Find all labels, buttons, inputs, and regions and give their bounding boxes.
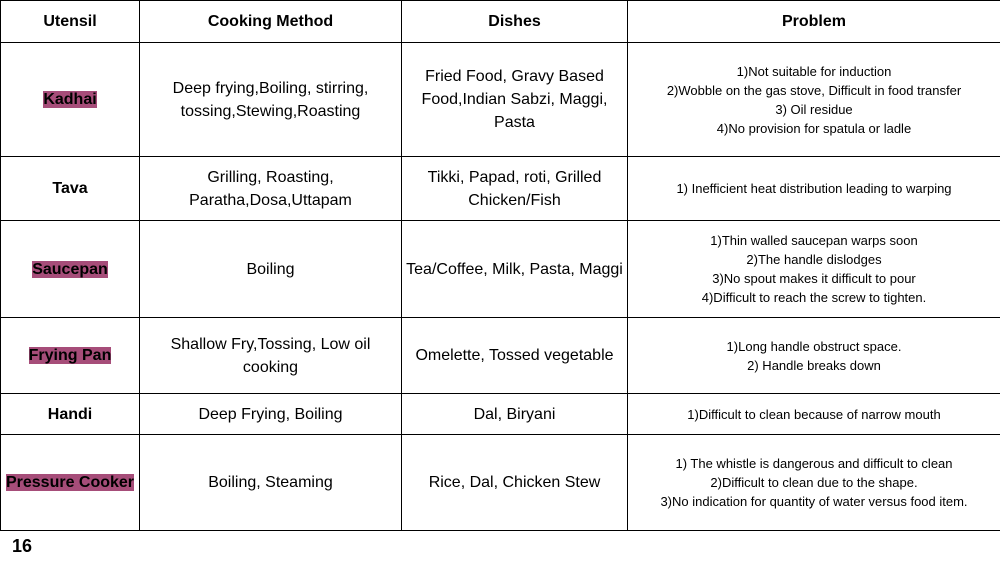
problem-item: 2)The handle dislodges [746, 252, 882, 267]
page-number: 16 [12, 536, 33, 556]
utensil-cell [1, 157, 140, 221]
problem-cell [628, 221, 1000, 318]
problem-item: 2) Handle breaks down [747, 357, 881, 373]
dishes-cell: Dal, Biryani [402, 394, 628, 435]
table-header-row [1, 1, 1000, 43]
problem-item: 3)No spout makes it difficult to pour [712, 271, 916, 286]
problem-item: 1)Difficult to clean because of narrow mouth [687, 406, 941, 422]
cooking-method-cell: Deep frying,Boiling, stirring, tossing,Stewing,Roasting [140, 43, 402, 157]
utensil-name: Kadhai [43, 91, 97, 108]
problem-cell [628, 43, 1000, 157]
utensil-name: Frying Pan [28, 347, 112, 364]
utensil-name: Pressure Cooker [5, 474, 135, 491]
problem-item: 3) Oil residue [775, 101, 853, 117]
problem-item: 1)Not suitable for induction [736, 63, 892, 79]
header-utensil: Utensil [1, 1, 140, 43]
table-row [1, 43, 1000, 157]
cooking-method-cell: Shallow Fry,Tossing, Low oil cooking [140, 318, 402, 394]
problem-item: 1) The whistle is dangerous and difficult to clean [675, 456, 953, 471]
header-problem: Problem [628, 1, 1000, 43]
problem-item: 2)Wobble on the gas stove, Difficult in food transfer [666, 82, 962, 98]
table-row [1, 435, 1000, 531]
problem-item: 1)Thin walled saucepan warps soon [710, 233, 918, 248]
table-row [1, 157, 1000, 221]
problem-item: 1)Long handle obstruct space. [726, 338, 902, 354]
problem-item: 2)Difficult to clean due to the shape. [710, 475, 918, 490]
cooking-method-cell: Boiling, Steaming [140, 435, 402, 531]
header-cooking-method: Cooking Method [140, 1, 402, 43]
problem-item: 4)Difficult to reach the screw to tighten. [701, 290, 927, 305]
cooking-method-cell: Deep Frying, Boiling [140, 394, 402, 435]
problem-item: 4)No provision for spatula or ladle [716, 120, 912, 136]
dishes-cell: Tikki, Papad, roti, Grilled Chicken/Fish [402, 157, 628, 221]
utensil-name: Saucepan [32, 260, 108, 278]
dishes-cell: Tea/Coffee, Milk, Pasta, Maggi [402, 221, 628, 318]
utensil-cell [1, 43, 140, 157]
utensil-name: Handi [47, 405, 93, 423]
table-body [1, 43, 1000, 531]
problem-cell [628, 394, 1000, 435]
problem-cell [628, 157, 1000, 221]
utensil-cell [1, 435, 140, 531]
utensil-name: Tava [52, 180, 88, 197]
dishes-cell: Fried Food, Gravy Based Food,Indian Sabzi, Maggi, Pasta [402, 43, 628, 157]
table-row [1, 318, 1000, 394]
header-dishes: Dishes [402, 1, 628, 43]
dishes-cell: Omelette, Tossed vegetable [402, 318, 628, 394]
utensil-cell [1, 318, 140, 394]
utensil-cell [1, 394, 140, 435]
problem-item: 1) Inefficient heat distribution leading to warping [676, 181, 952, 196]
cooking-method-cell: Boiling [140, 221, 402, 318]
problem-cell [628, 318, 1000, 394]
cooking-method-cell: Grilling, Roasting, Paratha,Dosa,Uttapam [140, 157, 402, 221]
dishes-cell: Rice, Dal, Chicken Stew [402, 435, 628, 531]
problem-item: 3)No indication for quantity of water versus food item. [660, 494, 968, 509]
table-row [1, 394, 1000, 435]
utensil-cell [1, 221, 140, 318]
problem-cell [628, 435, 1000, 531]
table-row [1, 221, 1000, 318]
